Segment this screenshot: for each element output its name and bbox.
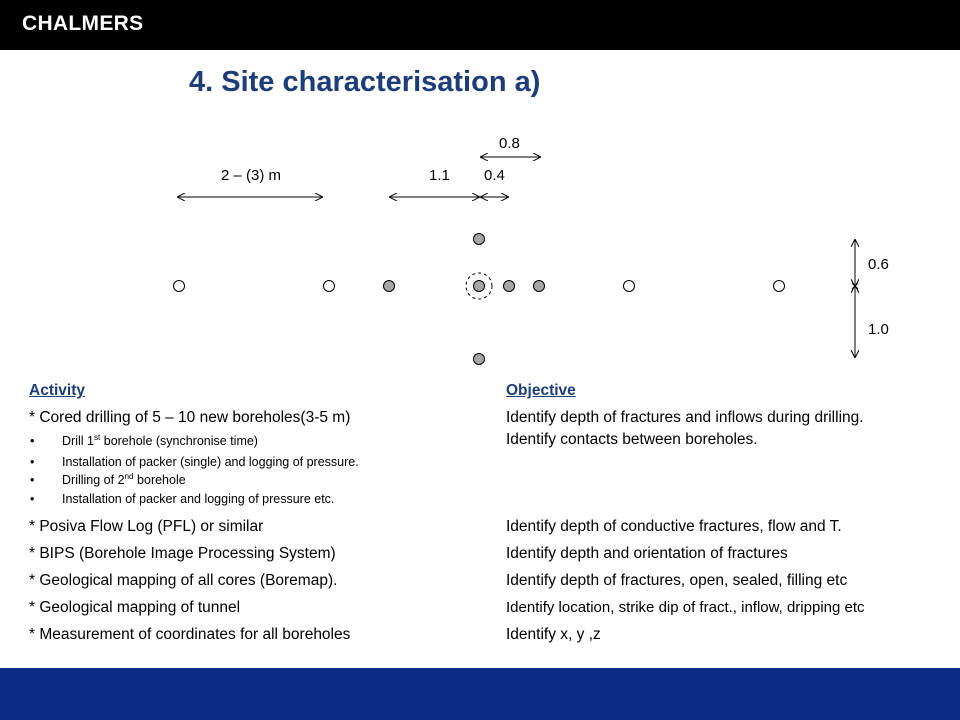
bullet-item-1: Drill 1st borehole (synchronise time): [62, 432, 258, 448]
dim-label-vert-top: 0.6: [868, 256, 889, 273]
activity-header: Activity: [29, 382, 85, 399]
chalmers-logo: CHALMERS: [22, 12, 144, 35]
dim-label-left: 2 – (3) m: [221, 167, 282, 184]
objective-header: Objective: [506, 382, 576, 399]
objective-row-6: Identify x, y ,z: [506, 626, 601, 643]
bullet-item-2: Installation of packer (single) and logging of pressure.: [62, 455, 359, 469]
bullet-dot: •: [30, 492, 35, 506]
objective-row-1: Identify depth of fractures and inflows during drilling.: [506, 409, 864, 426]
objective-row-4: Identify depth of fractures, open, sealed, filling etc: [506, 572, 848, 589]
bullet-dot: •: [30, 455, 35, 469]
dim-label-top: 0.8: [499, 135, 520, 152]
dim-label-vert-bottom: 1.0: [868, 321, 889, 338]
activity-row-2: * Posiva Flow Log (PFL) or similar: [29, 518, 264, 535]
objective-row-5: Identify location, strike dip of fract., inflow, dripping etc: [506, 599, 865, 616]
objective-row-2: Identify depth of conductive fractures, flow and T.: [506, 518, 842, 535]
dim-label-mid: 1.1: [429, 167, 450, 184]
bullet-item-4: Installation of packer and logging of pressure etc.: [62, 492, 335, 506]
activity-row-3: * BIPS (Borehole Image Processing System): [29, 545, 336, 562]
dim-label-right: 0.4: [484, 167, 505, 184]
bullet-dot: •: [30, 434, 35, 448]
bullet-item-3: Drilling of 2nd borehole: [62, 471, 186, 487]
footer-bar: [0, 668, 960, 720]
activity-row-1: * Cored drilling of 5 – 10 new boreholes(3-5 m): [29, 409, 351, 426]
bullet-dot: •: [30, 473, 35, 487]
activity-row-5: * Geological mapping of tunnel: [29, 599, 241, 616]
activity-row-6: * Measurement of coordinates for all boreholes: [29, 626, 351, 643]
objective-row-3: Identify depth and orientation of fractures: [506, 545, 788, 562]
activity-row-4: * Geological mapping of all cores (Boremap).: [29, 572, 338, 589]
page-title: 4. Site characterisation a): [189, 66, 541, 98]
objective-bullets: Identify contacts between boreholes.: [506, 431, 758, 448]
